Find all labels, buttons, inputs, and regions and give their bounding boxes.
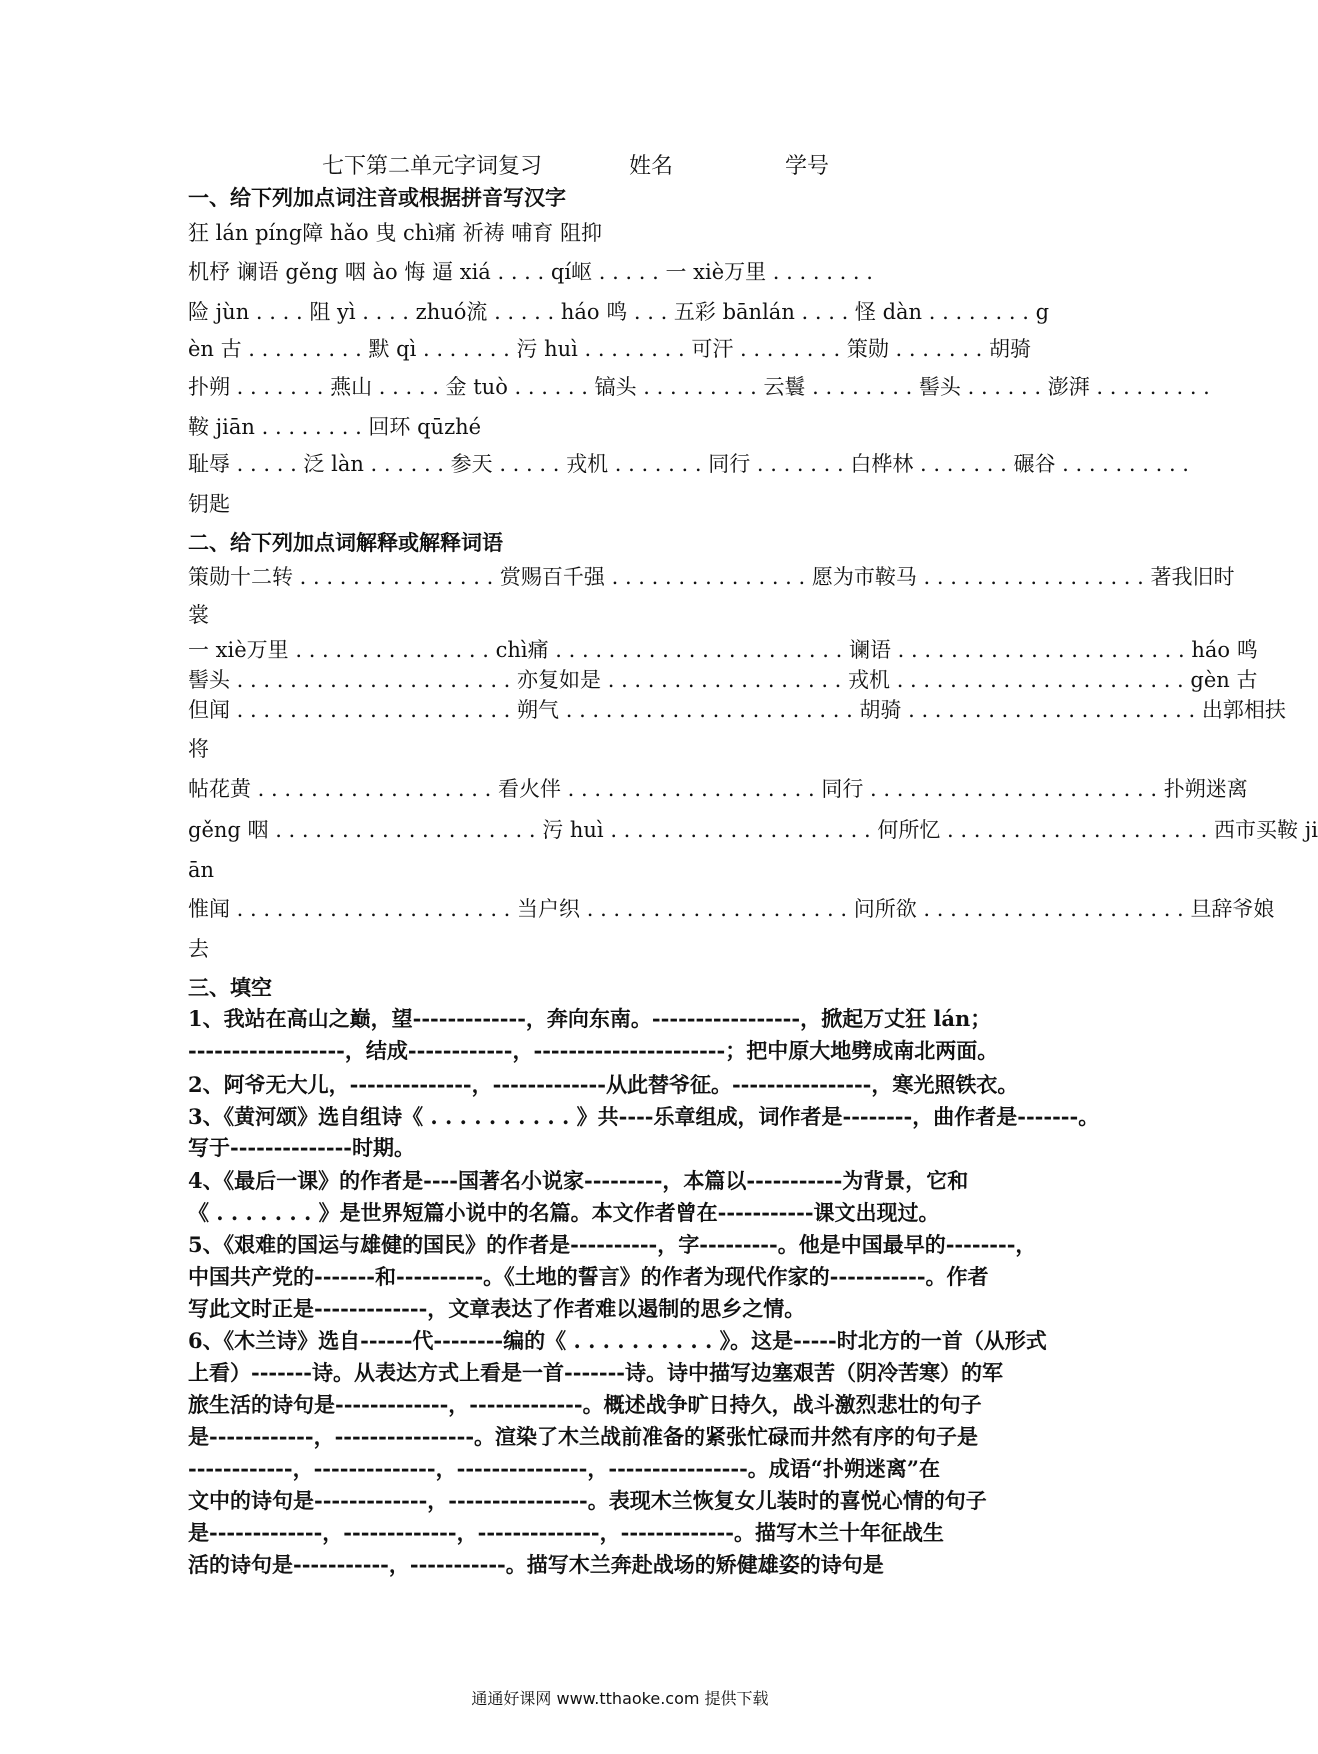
- section1-row: 机杼 谰语 gěng 咽 ào 悔 逼 xiá . . . . qí岖 . . . . . 一 xiè万里 . . . . . . . .: [188, 260, 873, 284]
- section2-row: 一 xiè万里 . . . . . . . . . . . . . . . chì痛 . . . . . . . . . . . . . . . . . . . . . . 谰语 . . . . . . . . . . . . . . . . . . . . . . háo 鸣: [188, 638, 1258, 662]
- section3-row: 5、《艰难的国运与雄健的国民》的作者是----------，字---------。他是中国最早的--------，: [188, 1232, 1037, 1257]
- section2-row: 髻头 . . . . . . . . . . . . . . . . . . . . . 亦复如是 . . . . . . . . . . . . . . . . . . 戎机 . . . . . . . . . . . . . . . . . . . . . . gèn 古: [188, 668, 1258, 692]
- section2-row: 但闻 . . . . . . . . . . . . . . . . . . . . . 朔气 . . . . . . . . . . . . . . . . . . . . . . 胡骑 . . . . . . . . . . . . . . . . . . . . . . 出郭相扶: [188, 698, 1286, 722]
- section1-row: 钥匙: [188, 492, 230, 516]
- section3-row: 旅生活的诗句是-------------，-------------。概述战争旷日持久，战斗激烈悲壮的句子: [188, 1392, 982, 1417]
- section2-row: 将: [188, 737, 209, 761]
- section3-row: 文中的诗句是-------------，----------------。表现木兰恢复女儿装时的喜悦心情的句子: [188, 1488, 987, 1513]
- section3-row: 写于--------------时期。: [188, 1135, 416, 1160]
- section1-row: 耻辱 . . . . . 泛 làn . . . . . . 参天 . . . . . 戎机 . . . . . . . 同行 . . . . . . . 白桦林 . . . . . . . 碾谷 . . . . . . . . . .: [188, 452, 1189, 476]
- section3-row: 活的诗句是-----------，-----------。描写木兰奔赴战场的矫健雄姿的诗句是: [188, 1552, 884, 1577]
- section1-row: 鞍 jiān . . . . . . . . 回环 qūzhé: [188, 415, 482, 439]
- section2-row: gěng 咽 . . . . . . . . . . . . . . . . . . . . 污 huì . . . . . . . . . . . . . . . . . . . . 何所忆 . . . . . . . . . . . . . . . . . . . . 西市买鞍 ji: [188, 818, 1318, 842]
- section3-row: 2、阿爷无大儿，--------------，-------------从此替爷征。----------------，寒光照铁衣。: [188, 1072, 1019, 1097]
- page-title: 七下第二单元字词复习: [322, 154, 543, 179]
- section2-row: 惟闻 . . . . . . . . . . . . . . . . . . . . . 当户织 . . . . . . . . . . . . . . . . . . . . 问所欲 . . . . . . . . . . . . . . . . . . . . 旦辞爷娘: [188, 897, 1275, 921]
- section1-row: èn 古 . . . . . . . . . 默 qì . . . . . . . 污 huì . . . . . . . . 可汗 . . . . . . . . 策勋 . . . . . . . 胡骑: [188, 337, 1031, 361]
- section3-row: ------------------，结成------------，----------------------；把中原大地劈成南北两面。: [188, 1038, 999, 1063]
- section1-row: 扑朔 . . . . . . . 燕山 . . . . . 金 tuò . . . . . . 镐头 . . . . . . . . . 云鬟 . . . . . . . . 髻头 . . . . . . 澎湃 . . . . . . . . .: [188, 375, 1210, 399]
- name-label: 姓名: [629, 154, 674, 179]
- section3-row: 中国共产党的-------和----------。《土地的誓言》的作者为现代作家的-----------。作者: [188, 1264, 989, 1289]
- section2-row: ān: [188, 858, 215, 882]
- section3-row: 6、《木兰诗》选自------代--------编的《 . . . . . . . . . . 》。这是-----时北方的一首（从形式: [188, 1328, 1047, 1353]
- section1-row: 狂 lán píng障 hǎo 曳 chì痛 祈祷 哺育 阻抑: [188, 221, 602, 245]
- section3-row: 上看）-------诗。从表达方式上看是一首-------诗。诗中描写边塞艰苦（阴冷苦寒）的军: [188, 1360, 1004, 1385]
- section3-heading: 三、填空: [188, 975, 272, 1000]
- section2-row: 策勋十二转 . . . . . . . . . . . . . . . 赏赐百千强 . . . . . . . . . . . . . . . 愿为市鞍马 . . . . . . . . . . . . . . . . . 著我旧时: [188, 565, 1235, 589]
- section2-row: 帖花黄 . . . . . . . . . . . . . . . . . . 看火伴 . . . . . . . . . . . . . . . . . . . 同行 . . . . . . . . . . . . . . . . . . . . . . 扑朔迷离: [188, 777, 1248, 801]
- student-number-label: 学号: [785, 154, 830, 179]
- section3-row: 是------------，----------------。渲染了木兰战前准备的紧张忙碌而井然有序的句子是: [188, 1424, 979, 1449]
- section3-row: 1、我站在高山之巅，望-------------，奔向东南。-----------------，掀起万丈狂 lán；: [188, 1006, 992, 1031]
- section2-row: 裳: [188, 603, 209, 627]
- section3-row: 《 . . . . . . . 》是世界短篇小说中的名篇。本文作者曾在-----------课文出现过。: [188, 1200, 940, 1225]
- section2-heading: 二、给下列加点词解释或解释词语: [188, 530, 503, 555]
- section1-row: 险 jùn . . . . 阻 yì . . . . zhuó流 . . . . . háo 鸣 . . . 五彩 bānlán . . . . 怪 dàn . . . . . . . . g: [188, 300, 1050, 324]
- section2-row: 去: [188, 937, 209, 961]
- section3-row: 写此文时正是-------------，文章表达了作者难以遏制的思乡之情。: [188, 1296, 806, 1321]
- footer-source: 通通好课网 www.tthaoke.com 提供下载: [471, 1689, 769, 1708]
- section3-row: 是-------------，-------------，--------------，-------------。描写木兰十年征战生: [188, 1520, 944, 1545]
- section3-row: 4、《最后一课》的作者是----国著名小说家---------，本篇以-----------为背景，它和: [188, 1168, 969, 1193]
- section3-row: ------------，--------------，---------------，----------------。成语“扑朔迷离”在: [188, 1456, 940, 1481]
- section3-row: 3、《黄河颂》选自组诗《 . . . . . . . . . . 》共----乐章组成，词作者是--------，曲作者是-------。: [188, 1104, 1100, 1129]
- section1-heading: 一、给下列加点词注音或根据拼音写汉字: [188, 185, 566, 210]
